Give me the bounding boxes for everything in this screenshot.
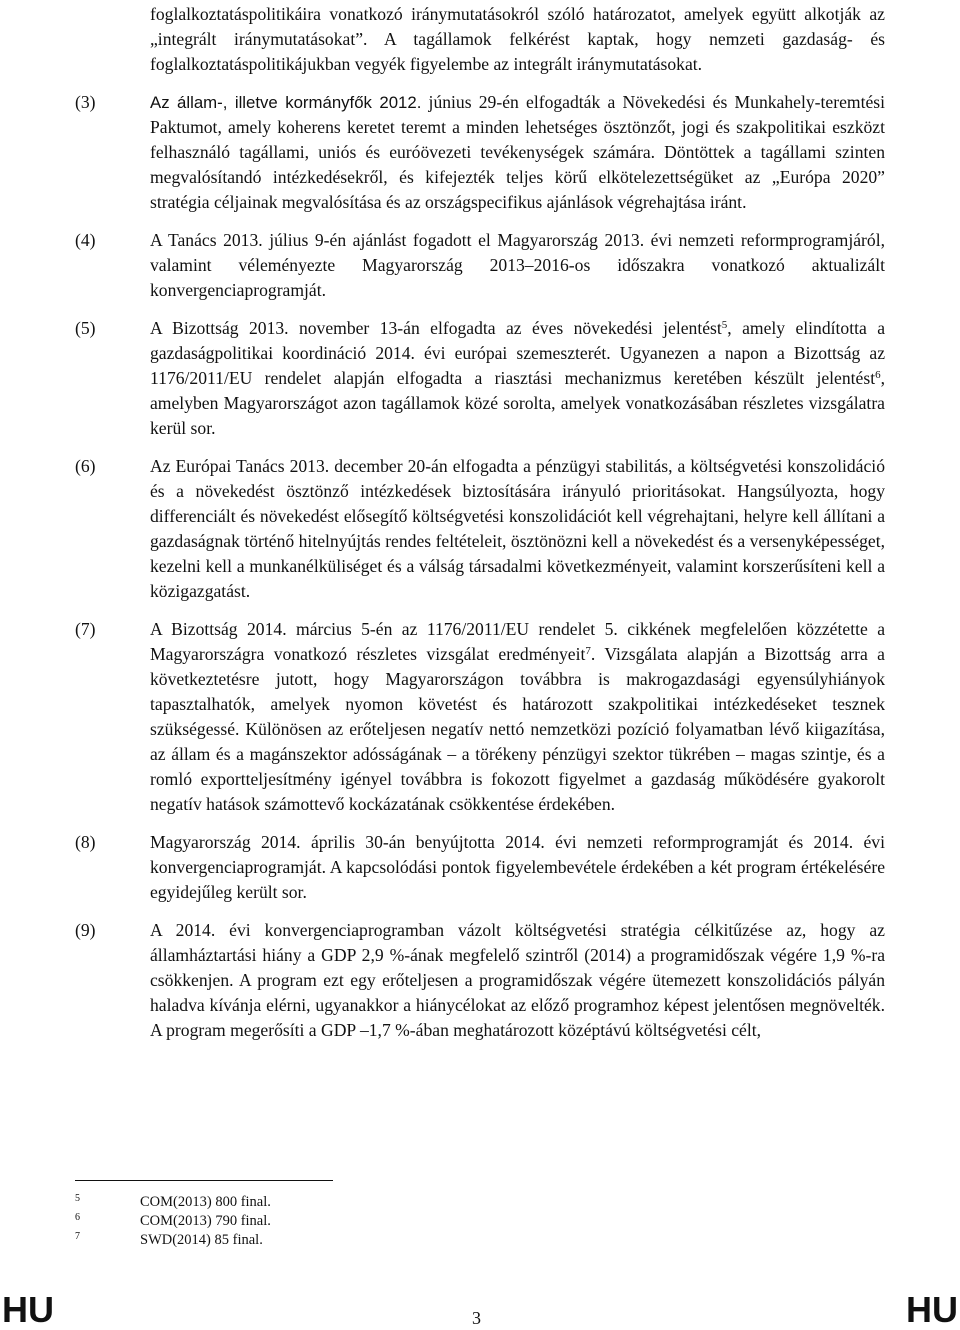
footnote-item	[75, 1231, 271, 1250]
recital-6	[75, 454, 885, 604]
recital-text: A Tanács 2013. július 9-én ajánlást fogadott el Magyarország 2013. évi nemzeti reformprogramjáról, valamint véleményezte Magyarország 2013–2016-os időszakra vonatkozó aktualizált konvergenciaprogramját.	[150, 230, 885, 300]
footnote-mark: 5	[75, 1193, 80, 1204]
recital-number: (8)	[75, 832, 96, 852]
recital-text	[150, 90, 885, 215]
intro-paragraph	[150, 2, 885, 77]
recital-9	[75, 918, 885, 1043]
recital-number: (6)	[75, 456, 96, 476]
footnote-ref[interactable]: 5	[721, 319, 728, 331]
recital-8	[75, 830, 885, 905]
recital-text	[150, 617, 885, 817]
recital-text: Az Európai Tanács 2013. december 20-án elfogadta a pénzügyi stabilitás, a költségvetési konszolidáció és a növekedést ösztönző intézkedések biztosítására irányuló prioritásokat. Hangsúlyozta, hogy differenciált és növekedést elősegítő költségvetési konszolidációt kell végrehajtani, helyre kell állítani a gazdaságnak történő hitelnyújtás rendes feltételeit, ösztönözni kell a növekedést és a versenyképességet, kezelni kell a munkanélküliséget és a válság társadalmi következményeit, valamint korszerűsíteni kell a közigazgatást.	[150, 456, 885, 601]
recital-3	[75, 90, 885, 215]
footnote-text: COM(2013) 790 final.	[140, 1213, 271, 1229]
footnotes	[75, 1193, 271, 1250]
footnote-text: COM(2013) 800 final.	[140, 1194, 271, 1210]
recital-text-a: A Bizottság 2014. március 5-én az 1176/2011/EU rendelet 5. cikkének megfelelően közzétette a Magyarországra vonatkozó részletes vizsgálat eredményeit	[150, 619, 885, 664]
recital-text-a: Az állam-, illetve kormányfők 2012.	[150, 93, 422, 112]
recital-text-a: A Bizottság 2013. november 13-án elfogadta az éves növekedési jelentést	[150, 318, 722, 338]
language-code-right: HU	[906, 1289, 958, 1330]
recital-text: Magyarország 2014. április 30-án benyújtotta 2014. évi nemzeti reformprogramját és 2014. évi konvergenciaprogramját. A kapcsolódási pontok figyelembevétele érdekében a két program értékelésére egyidejűleg került sor.	[150, 832, 885, 902]
recital-4	[75, 228, 885, 303]
footnote-item	[75, 1193, 271, 1212]
recital-text-b: június 29-én elfogadták a Növekedési és Munkahely-teremtési Paktumot, amely koherens keretet teremt a minden lehetséges ösztönzőt, jogi és szakpolitikai eszközt felhasználó tagállami, uniós és euróövezeti tevékenységek számára. Döntöttek a tagállami szinten megvalósítandó intézkedésekről, és kifejezték teljes körű elkötelezettségüket az „Európa 2020” stratégia céljainak megvalósítása és az országspecifikus ajánlások végrehajtása iránt.	[150, 92, 885, 212]
recital-text	[150, 316, 885, 441]
document-body	[75, 2, 885, 1043]
recital-7	[75, 617, 885, 817]
footnote-text: SWD(2014) 85 final.	[140, 1232, 263, 1248]
recital-number: (3)	[75, 92, 96, 112]
recital-number: (5)	[75, 318, 96, 338]
recital-text: A 2014. évi konvergenciaprogramban vázolt költségvetési stratégia célkitűzése az, hogy az államháztartási hiány a GDP 2,9 %-ának megfelelő szintről (2014) a programidőszak végére 1,9 %-ra csökkenjen. A program ezt egy erőteljesen a programidőszak végére ütemezett konszolidációs pályán haladva kívánja elérni, ugyanakkor a hiánycélokat az előző programhoz képest jelentősen megnövelték. A program megerősíti a GDP –1,7 %-ában meghatározott középtávú költségvetési célt,	[150, 920, 885, 1040]
recital-text-b: . Vizsgálata alapján a Bizottság arra a következtetésre jutott, hogy Magyarországon továbbra is makrogazdasági egyensúlyhiányok tapasztalhatók, amelyek nyomon követést és határozott szakpolitikai intézkedéseket tesznek szükségessé. Különösen az erőteljesen negatív nettó nemzetközi pozíció folyamatban lévő kiigazítása, az állam és a magánszektor adósságának – a törékeny pénzügyi szektor tükrében – magas szintje, és a romló exportteljesítmény igényel továbbra is fokozott figyelmet a gazdaság működésére gyakorolt negatív hatások számottevő kockázatának csökkentése érdekében.	[150, 644, 885, 814]
recital-number: (4)	[75, 230, 96, 250]
language-code-left: HU	[2, 1289, 54, 1330]
intro-text: foglalkoztatáspolitikáira vonatkozó iránymutatásokról szóló határozatot, amelyek együtt alkotják az „integrált iránymutatásokat”. A tagállamok felkérést kaptak, hogy nemzeti gazdaság- és foglalkoztatáspolitikájukban vegyék figyelembe az integrált iránymutatásokat.	[150, 4, 885, 74]
footnote-item	[75, 1212, 271, 1231]
recital-5	[75, 316, 885, 441]
footnote-ref[interactable]: 7	[585, 645, 591, 657]
footnote-divider	[75, 1180, 333, 1181]
footnote-ref[interactable]: 6	[875, 369, 881, 381]
recital-number: (7)	[75, 619, 96, 639]
footnote-mark: 6	[75, 1212, 80, 1223]
recital-text-c: , amelyben Magyarországot azon tagállamok közé sorolta, amelyek vonatkozásában részletes vizsgálatra kerül sor.	[150, 368, 885, 438]
page-number: 3	[472, 1308, 481, 1328]
footnote-mark: 7	[75, 1231, 80, 1242]
recital-text-b: , amely elindította a gazdaságpolitikai koordináció 2014. évi európai szemeszterét. Ugyanezen a napon a Bizottság az 1176/2011/EU rendelet alapján elfogadta a riasztási mechanizmus keretében készült jelentést	[150, 318, 885, 388]
recital-number: (9)	[75, 920, 96, 940]
